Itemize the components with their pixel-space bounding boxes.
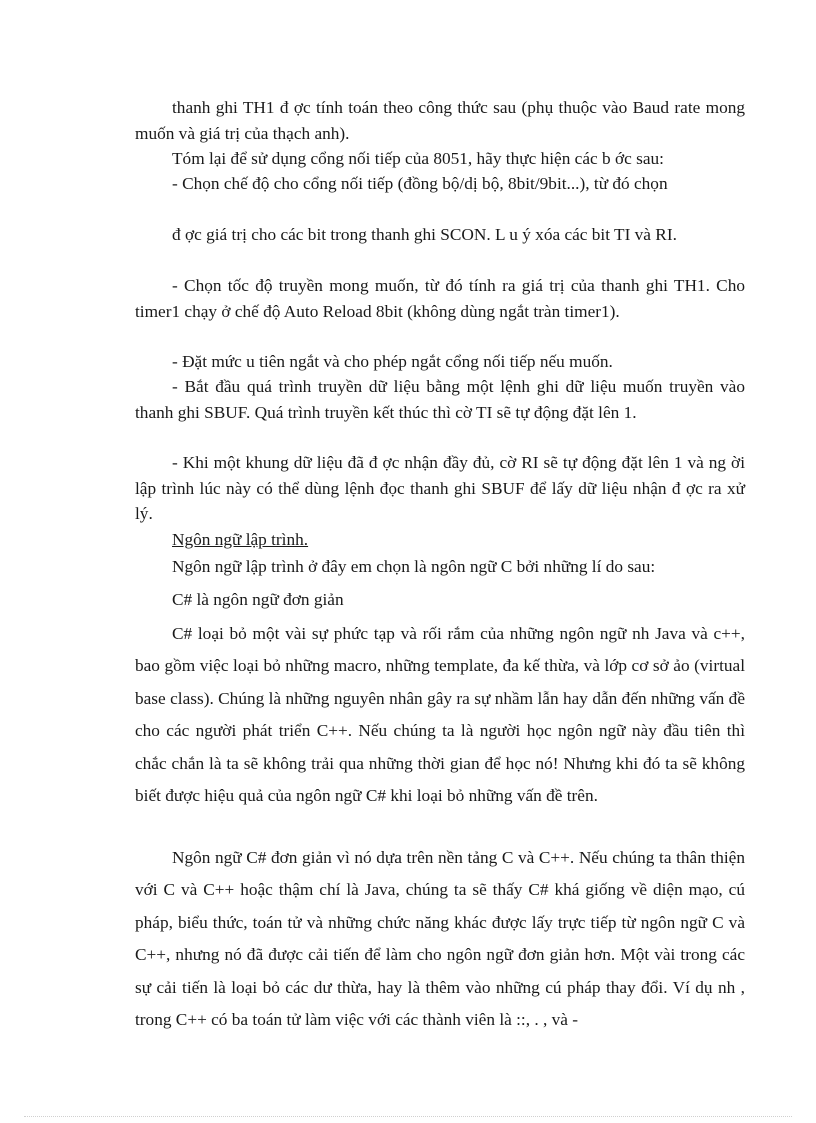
paragraph-csharp-removes: C# loại bỏ một vài sự phức tạp và rối rắm của những ngôn ngữ nh Java và c++, bao gồm việc loại bỏ những macro, những template, đa kế thừa, và lớp cơ sở ảo (virtual base class). Chúng là những nguyên nhân gây ra sự nhầm lẫn hay dẫn đến những vấn đề cho các người phát triển C++. Nếu chúng ta là người học ngôn ngữ này đầu tiên thì chắc chắn là ta sẽ không trải qua những thời gian để học nó! Nhưng khi đó ta sẽ không biết được hiệu quả của ngôn ngữ C# khi loại bỏ những vấn đề trên. (135, 624, 745, 806)
paragraph-step-baud: - Chọn tốc độ truyền mong muốn, từ đó tính ra giá trị của thanh ghi TH1. Cho timer1 chạy ở chế độ Auto Reload 8bit (không dùng ngắt tràn timer1). (135, 276, 745, 321)
paragraph-step-receive: - Khi một khung dữ liệu đã đ ợc nhận đầy đủ, cờ RI sẽ tự động đặt lên 1 và ng ời lập trình lúc này có thể dùng lệnh đọc thanh ghi SBUF để lấy dữ liệu nhận đ ợc ra xử lý. (135, 453, 745, 523)
paragraph-step-priority: - Đặt mức u tiên ngắt và cho phép ngắt cổng nối tiếp nếu muốn. (172, 352, 613, 371)
paragraph-csharp-based-on-c: Ngôn ngữ C# đơn giản vì nó dựa trên nền tảng C và C++. Nếu chúng ta thân thiện với C và C++ hoậc thậm chí là Java, chúng ta sẽ thấy C# khá giống về diện mạo, cú pháp, biểu thức, toán tử và những chức năng khác được lấy trực tiếp từ ngôn ngữ C và C++, nhưng nó đã được cải tiến để làm cho ngôn ngữ đơn giản hơn. Một vài trong các sự cải tiến là loại bỏ các dư thừa, hay là thêm vào những cú pháp thay đổi. Ví dụ nh , trong C++ có ba toán tử làm việc với các thành viên là ::, . , và - (135, 848, 745, 1030)
paragraph-step-scon: đ ợc giá trị cho các bit trong thanh ghi SCON. L u ý xóa các bit TI và RI. (172, 225, 677, 244)
page-bottom-divider (24, 1116, 792, 1117)
paragraph-summary-steps: Tóm lại để sử dụng cổng nối tiếp của 8051, hãy thực hiện các b ớc sau: (172, 149, 664, 168)
section-heading: Ngôn ngữ lập trình. (172, 530, 309, 549)
paragraph-th1-formula: thanh ghi TH1 đ ợc tính toán theo công thức sau (phụ thuộc vào Baud rate mong muốn và giá trị của thạch anh). (135, 98, 745, 143)
paragraph-step-transmit: - Bắt đầu quá trình truyền dữ liệu bằng một lệnh ghi dữ liệu muốn truyền vào thanh ghi SBUF. Quá trình truyền kết thúc thì cờ TI sẽ tự động đặt lên 1. (135, 377, 745, 422)
paragraph-step-mode: - Chọn chế độ cho cổng nối tiếp (đồng bộ/dị bộ, 8bit/9bit...), từ đó chọn (172, 174, 668, 193)
subheading-csharp-simple: C# là ngôn ngữ đơn giản (172, 590, 344, 609)
paragraph-intro: Ngôn ngữ lập trình ở đây em chọn là ngôn ngữ C bởi những lí do sau: (172, 557, 656, 576)
